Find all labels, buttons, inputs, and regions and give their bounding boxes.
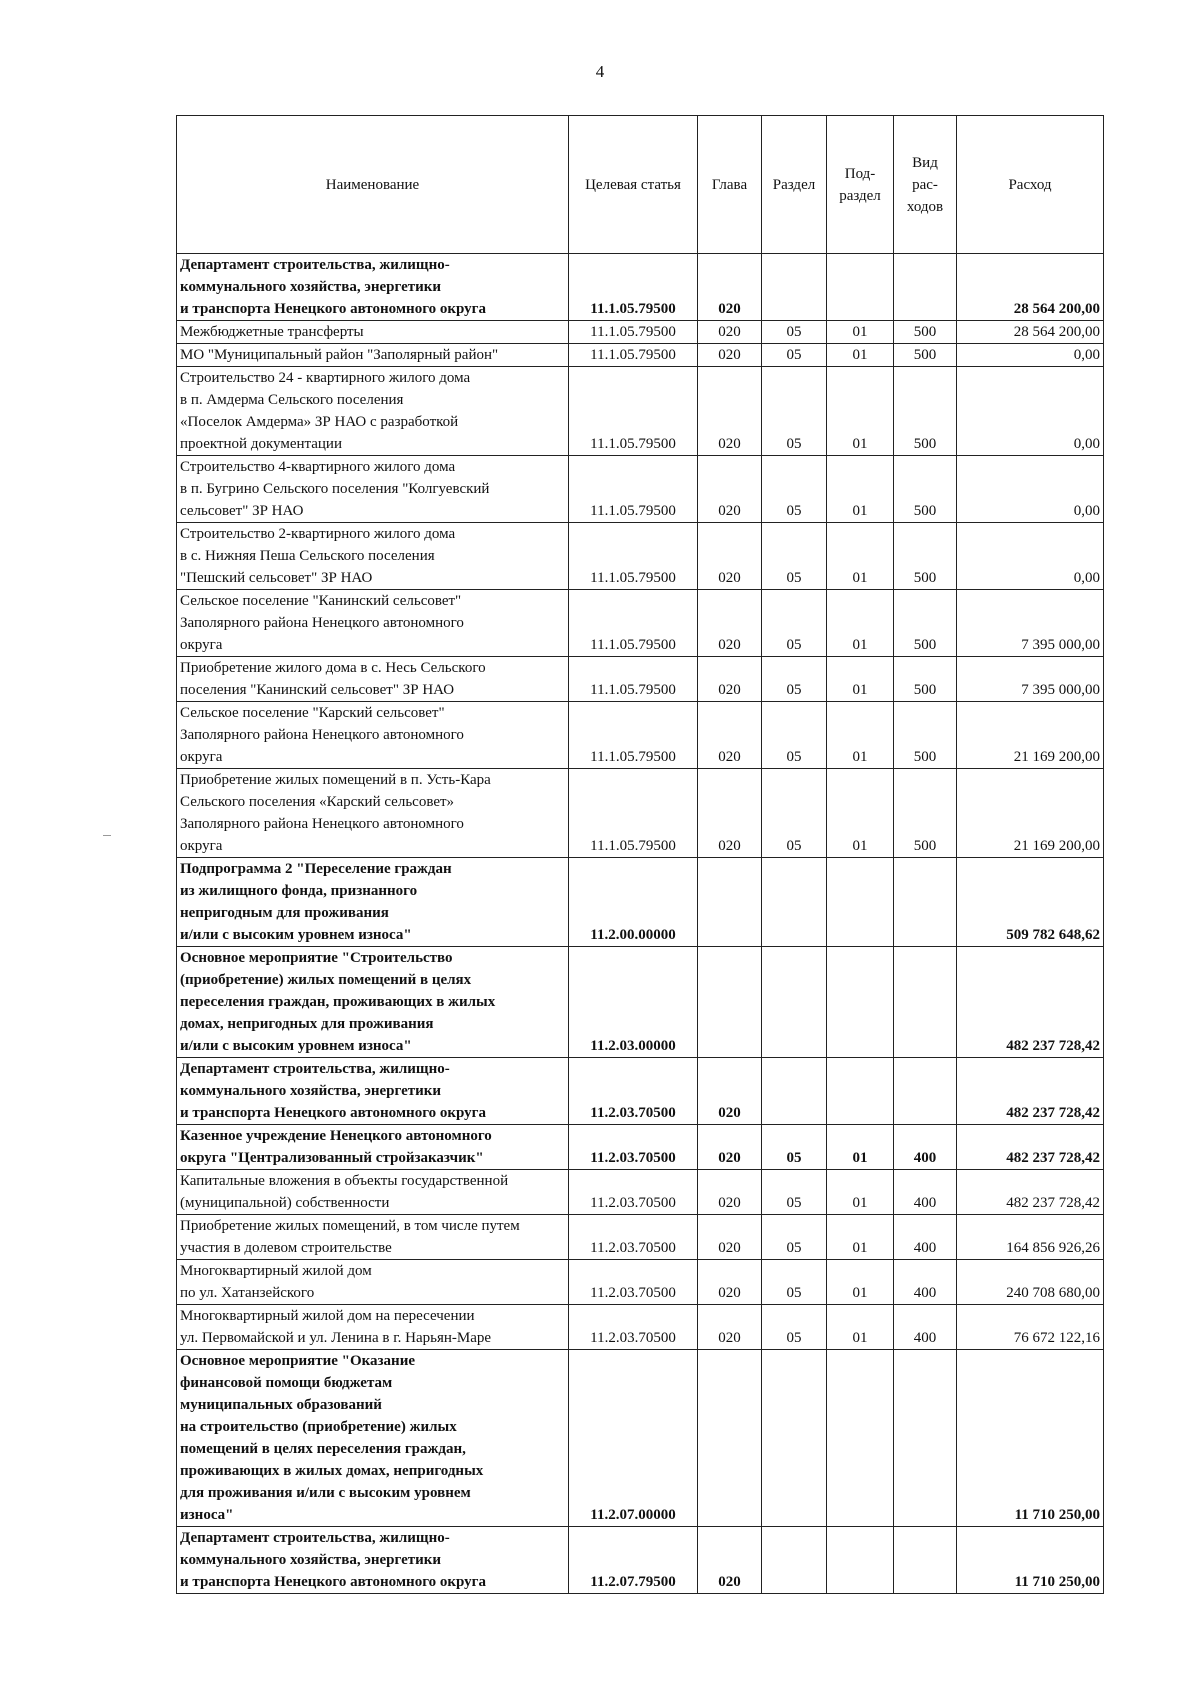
cell-name: Основное мероприятие "Оказание финансовой помощи бюджетам муниципальных образований на строительство (приобретение) жилых помещений в целях переселения граждан, проживающих в жилых домах, непригодных для проживания и/или с высоким уровнем износа" — [177, 1350, 569, 1527]
header-expense-type: Вид рас- ходов — [894, 116, 957, 254]
cell-section — [762, 254, 827, 321]
cell-name: Подпрограмма 2 "Переселение граждан из жилищного фонда, признанного непригодным для проживания и/или с высоким уровнем износа" — [177, 858, 569, 947]
cell-amount: 21 169 200,00 — [957, 769, 1104, 858]
cell-target: 11.2.03.70500 — [569, 1125, 698, 1170]
cell-amount: 21 169 200,00 — [957, 702, 1104, 769]
cell-expense-type — [894, 947, 957, 1058]
cell-target: 11.1.05.79500 — [569, 254, 698, 321]
cell-section: 05 — [762, 1260, 827, 1305]
cell-expense-type — [894, 1350, 957, 1527]
cell-chapter: 020 — [698, 657, 762, 702]
cell-name: Сельское поселение "Канинский сельсовет" Заполярного района Ненецкого автономного округа — [177, 590, 569, 657]
cell-name: Сельское поселение "Карский сельсовет" Заполярного района Ненецкого автономного округа — [177, 702, 569, 769]
cell-subsection — [827, 1527, 894, 1594]
cell-amount: 164 856 926,26 — [957, 1215, 1104, 1260]
cell-expense-type: 400 — [894, 1125, 957, 1170]
cell-chapter — [698, 858, 762, 947]
cell-name: Приобретение жилых помещений, в том числе путем участия в долевом строительстве — [177, 1215, 569, 1260]
cell-chapter: 020 — [698, 254, 762, 321]
cell-expense-type: 400 — [894, 1305, 957, 1350]
cell-target: 11.2.03.70500 — [569, 1215, 698, 1260]
header-name: Наименование — [177, 116, 569, 254]
header-section: Раздел — [762, 116, 827, 254]
cell-section: 05 — [762, 456, 827, 523]
cell-section: 05 — [762, 344, 827, 367]
cell-subsection: 01 — [827, 702, 894, 769]
cell-section — [762, 947, 827, 1058]
cell-section — [762, 858, 827, 947]
cell-amount: 509 782 648,62 — [957, 858, 1104, 947]
cell-target: 11.2.03.70500 — [569, 1305, 698, 1350]
cell-section: 05 — [762, 1170, 827, 1215]
cell-name: Департамент строительства, жилищно- коммунального хозяйства, энергетики и транспорта Ненецкого автономного округа — [177, 254, 569, 321]
cell-chapter — [698, 1350, 762, 1527]
cell-target: 11.1.05.79500 — [569, 769, 698, 858]
cell-amount: 482 237 728,42 — [957, 1125, 1104, 1170]
cell-expense-type: 400 — [894, 1170, 957, 1215]
cell-name: Межбюджетные трансферты — [177, 321, 569, 344]
cell-section: 05 — [762, 1305, 827, 1350]
cell-amount: 0,00 — [957, 523, 1104, 590]
table-row — [177, 858, 1104, 947]
cell-name: Строительство 4-квартирного жилого дома в п. Бугрино Сельского поселения "Колгуевский сельсовет" ЗР НАО — [177, 456, 569, 523]
cell-chapter: 020 — [698, 523, 762, 590]
cell-amount: 28 564 200,00 — [957, 321, 1104, 344]
cell-section: 05 — [762, 523, 827, 590]
cell-target: 11.2.03.70500 — [569, 1058, 698, 1125]
cell-amount: 76 672 122,16 — [957, 1305, 1104, 1350]
header-row — [177, 116, 1104, 254]
cell-target: 11.1.05.79500 — [569, 657, 698, 702]
cell-subsection: 01 — [827, 367, 894, 456]
table-row — [177, 321, 1104, 344]
table-row — [177, 1058, 1104, 1125]
header-target: Целевая статья — [569, 116, 698, 254]
cell-amount: 0,00 — [957, 367, 1104, 456]
cell-expense-type: 500 — [894, 367, 957, 456]
cell-name: Многоквартирный жилой дом на пересечении ул. Первомайской и ул. Ленина в г. Нарьян-Маре — [177, 1305, 569, 1350]
cell-target: 11.1.05.79500 — [569, 456, 698, 523]
cell-section: 05 — [762, 1125, 827, 1170]
header-chapter: Глава — [698, 116, 762, 254]
cell-chapter: 020 — [698, 1527, 762, 1594]
cell-subsection — [827, 1350, 894, 1527]
cell-expense-type: 500 — [894, 657, 957, 702]
cell-chapter: 020 — [698, 321, 762, 344]
cell-chapter: 020 — [698, 1215, 762, 1260]
cell-expense-type — [894, 254, 957, 321]
cell-chapter: 020 — [698, 1260, 762, 1305]
cell-subsection — [827, 858, 894, 947]
cell-chapter: 020 — [698, 769, 762, 858]
table-row — [177, 367, 1104, 456]
cell-section: 05 — [762, 1215, 827, 1260]
cell-subsection: 01 — [827, 657, 894, 702]
cell-expense-type: 500 — [894, 344, 957, 367]
table-row — [177, 1305, 1104, 1350]
table-row — [177, 456, 1104, 523]
cell-section: 05 — [762, 321, 827, 344]
cell-name: Основное мероприятие "Строительство (приобретение) жилых помещений в целях переселения граждан, проживающих в жилых домах, непригодных для проживания и/или с высоким уровнем износа" — [177, 947, 569, 1058]
cell-name: Приобретение жилых помещений в п. Усть-Кара Сельского поселения «Карский сельсовет» Заполярного района Ненецкого автономного округа — [177, 769, 569, 858]
cell-name: Строительство 24 - квартирного жилого дома в п. Амдерма Сельского поселения «Поселок Амдерма» ЗР НАО с разработкой проектной документации — [177, 367, 569, 456]
table-row — [177, 590, 1104, 657]
cell-subsection: 01 — [827, 1215, 894, 1260]
cell-amount: 28 564 200,00 — [957, 254, 1104, 321]
cell-expense-type: 400 — [894, 1215, 957, 1260]
cell-chapter: 020 — [698, 456, 762, 523]
cell-subsection: 01 — [827, 1125, 894, 1170]
cell-name: Казенное учреждение Ненецкого автономного округа "Централизованный стройзаказчик" — [177, 1125, 569, 1170]
cell-target: 11.1.05.79500 — [569, 523, 698, 590]
table-body — [177, 254, 1104, 1594]
table-row — [177, 947, 1104, 1058]
cell-expense-type: 500 — [894, 321, 957, 344]
table-row — [177, 1170, 1104, 1215]
header-amount: Расход — [957, 116, 1104, 254]
cell-amount: 11 710 250,00 — [957, 1527, 1104, 1594]
cell-chapter: 020 — [698, 702, 762, 769]
cell-subsection: 01 — [827, 344, 894, 367]
cell-name: Департамент строительства, жилищно- коммунального хозяйства, энергетики и транспорта Ненецкого автономного округа — [177, 1058, 569, 1125]
cell-section: 05 — [762, 769, 827, 858]
table-row — [177, 1125, 1104, 1170]
cell-target: 11.2.03.70500 — [569, 1170, 698, 1215]
cell-chapter: 020 — [698, 1125, 762, 1170]
cell-expense-type: 500 — [894, 590, 957, 657]
cell-expense-type: 500 — [894, 523, 957, 590]
table-row — [177, 702, 1104, 769]
table-row — [177, 657, 1104, 702]
header-subsection: Под- раздел — [827, 116, 894, 254]
cell-subsection: 01 — [827, 769, 894, 858]
cell-target: 11.2.07.79500 — [569, 1527, 698, 1594]
cell-amount: 482 237 728,42 — [957, 1058, 1104, 1125]
cell-amount: 0,00 — [957, 456, 1104, 523]
cell-section: 05 — [762, 657, 827, 702]
cell-chapter: 020 — [698, 367, 762, 456]
cell-name: Приобретение жилого дома в с. Несь Сельского поселения "Канинский сельсовет" ЗР НАО — [177, 657, 569, 702]
cell-name: МО "Муниципальный район "Заполярный район" — [177, 344, 569, 367]
cell-chapter: 020 — [698, 344, 762, 367]
cell-subsection: 01 — [827, 456, 894, 523]
cell-expense-type: 400 — [894, 1260, 957, 1305]
cell-amount: 482 237 728,42 — [957, 1170, 1104, 1215]
cell-target: 11.1.05.79500 — [569, 344, 698, 367]
cell-chapter: 020 — [698, 1170, 762, 1215]
cell-section: 05 — [762, 367, 827, 456]
cell-subsection: 01 — [827, 1305, 894, 1350]
cell-target: 11.2.03.00000 — [569, 947, 698, 1058]
cell-section: 05 — [762, 590, 827, 657]
table-row — [177, 1215, 1104, 1260]
cell-name: Многоквартирный жилой дом по ул. Хатанзейского — [177, 1260, 569, 1305]
cell-target: 11.2.03.70500 — [569, 1260, 698, 1305]
cell-expense-type: 500 — [894, 456, 957, 523]
table-row — [177, 769, 1104, 858]
cell-subsection: 01 — [827, 321, 894, 344]
cell-name: Строительство 2-квартирного жилого дома в с. Нижняя Пеша Сельского поселения "Пешский сельсовет" ЗР НАО — [177, 523, 569, 590]
cell-chapter: 020 — [698, 590, 762, 657]
cell-subsection — [827, 254, 894, 321]
cell-target: 11.1.05.79500 — [569, 590, 698, 657]
budget-table — [176, 115, 1104, 1594]
table-row — [177, 254, 1104, 321]
cell-amount: 482 237 728,42 — [957, 947, 1104, 1058]
cell-amount: 7 395 000,00 — [957, 590, 1104, 657]
cell-chapter — [698, 947, 762, 1058]
cell-amount: 7 395 000,00 — [957, 657, 1104, 702]
cell-name: Департамент строительства, жилищно- коммунального хозяйства, энергетики и транспорта Ненецкого автономного округа — [177, 1527, 569, 1594]
margin-mark — [103, 835, 111, 836]
cell-expense-type: 500 — [894, 702, 957, 769]
cell-target: 11.2.07.00000 — [569, 1350, 698, 1527]
cell-expense-type — [894, 858, 957, 947]
table-row — [177, 523, 1104, 590]
cell-section: 05 — [762, 702, 827, 769]
cell-expense-type: 500 — [894, 769, 957, 858]
cell-section — [762, 1527, 827, 1594]
cell-expense-type — [894, 1058, 957, 1125]
cell-subsection — [827, 1058, 894, 1125]
table-row — [177, 1260, 1104, 1305]
cell-amount: 0,00 — [957, 344, 1104, 367]
cell-section — [762, 1058, 827, 1125]
table-row — [177, 344, 1104, 367]
page-number: 4 — [595, 62, 605, 81]
cell-subsection: 01 — [827, 523, 894, 590]
table-row — [177, 1350, 1104, 1527]
cell-amount: 240 708 680,00 — [957, 1260, 1104, 1305]
cell-amount: 11 710 250,00 — [957, 1350, 1104, 1527]
cell-subsection: 01 — [827, 1170, 894, 1215]
cell-name: Капитальные вложения в объекты государственной (муниципальной) собственности — [177, 1170, 569, 1215]
table-row — [177, 1527, 1104, 1594]
cell-target: 11.1.05.79500 — [569, 702, 698, 769]
cell-target: 11.1.05.79500 — [569, 321, 698, 344]
cell-target: 11.1.05.79500 — [569, 367, 698, 456]
cell-chapter: 020 — [698, 1058, 762, 1125]
cell-section — [762, 1350, 827, 1527]
cell-subsection: 01 — [827, 1260, 894, 1305]
cell-subsection — [827, 947, 894, 1058]
cell-subsection: 01 — [827, 590, 894, 657]
cell-target: 11.2.00.00000 — [569, 858, 698, 947]
cell-expense-type — [894, 1527, 957, 1594]
cell-chapter: 020 — [698, 1305, 762, 1350]
